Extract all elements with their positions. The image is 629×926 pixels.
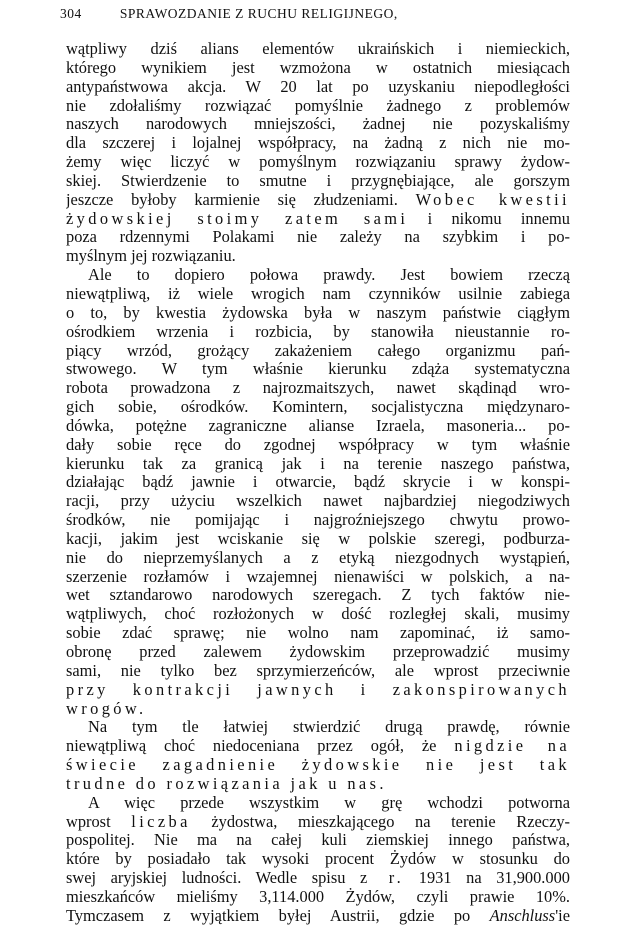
text-line: nie do nieprzemyślanych a z etyką niezgodnych wystąpień, [66,548,570,567]
text-segment: żydostwa, mieszkającego na terenie Rzeczy- [211,812,570,831]
text-line: o to, by kwestia żydowska była w naszym państwie ciągłym [66,303,570,322]
text-line: Na tym tle łatwiej stwierdzić drugą prawdę, równie [88,718,570,737]
text-line: którego wynikiem jest wzmożona w ostatnich miesiącach [66,58,570,77]
text-line: A więc przede wszystkim w grę wchodzi potworna [88,793,570,812]
text-segment: swej aryjskiej ludności. Wedle spisu [66,869,346,888]
text-line: naszych narodowych mniejszości, żadnej nie pozyskaliśmy [66,115,570,134]
italic-term: Anschluss [489,906,556,925]
text-segment: wprost [66,812,111,831]
text-line: działając bądź jawnie i otwarcie, bądź skrycie i w konspi- [66,473,570,492]
spaced-emphasis: trudne do rozwiązania jak u nas. [66,774,387,793]
spaced-emphasis: Wobec kwestii [415,190,570,209]
text-line: nie zdołaliśmy rozwiązać pomyślnie żadnego z problemów [66,96,570,115]
text-line [66,737,570,756]
text-line: kierunku tak za granicą jak i na terenie naszego państwa, [66,454,570,473]
text-segment: niewątpliwą choć niedoceniana przez ogół, że [66,737,437,756]
text-line [66,907,570,926]
spaced-emphasis: żydowskiej stoimy zatem sami [66,209,409,228]
text-line [66,869,570,888]
text-line: mieszkańców mieliśmy 3,114.000 Żydów, czyli prawie 10%. [66,887,570,906]
text-line [66,191,570,210]
text-line: dla szczerej i lojalnej współpracy, na żadną z nich nie mo- [66,134,570,153]
text-line: szerzenie rozłamów i wzajemnej nienawiści w polskich, a na- [66,567,570,586]
text-line: pospolitej. Nie ma na całej kuli ziemskiej innego państwa, [66,831,570,850]
text-segment: jeszcze byłoby karmienie się złudzeniami. [66,190,398,209]
text-line: Ale to dopiero połowa prawdy. Jest bowiem rzeczą [88,266,570,285]
text-line: dały sobie ręce do zgodnej współpracy w tym właśnie [66,435,570,454]
text-line: żemy więc liczyć w pomyślnym rozwiązaniu sprawy żydow- [66,153,570,172]
text-line [66,813,570,832]
text-segment: 1931 na 31,900.000 [418,869,570,888]
text-line: które by posiadało tak wysoki procent Żydów w stosunku do [66,850,570,869]
text-line: piący wrzód, grożący zakażeniem całego organizmu pań- [66,341,570,360]
text-line: robota prowadzona z najrozmaitszych, nawet skądinąd wro- [66,379,570,398]
spaced-emphasis: liczba [131,812,191,831]
spaced-emphasis: z r. [360,869,405,888]
text-line: wątpliwy dziś alians elementów ukraińskich i niemieckich, [66,40,570,58]
text-line: antypaństwowa akcja. W 20 lat po uzyskaniu niepodległości [66,77,570,96]
running-title: SPRAWOZDANIE Z RUCHU RELIGIJNEGO, [119,6,398,21]
spaced-emphasis: nigdzie na [454,737,570,756]
text-line: obronę przed zalewem żydowskim przeprowadzić musimy [66,643,570,661]
page-header [60,6,570,22]
text-segment: 'ie [555,906,570,925]
text-line [66,210,570,229]
spaced-emphasis: świecie zagadnienie żydowskie nie jest tak [66,756,570,775]
text-line: wet sztandarowo narodowych szeregach. Z tych faktów nie- [66,586,570,605]
text-line: środków, nie pomijając i najgroźniejszego chwytu prowo- [66,511,570,530]
text-line: gich sobie, ośrodków. Komintern, socjalistyczna międzynaro- [66,398,570,417]
text-segment: Tymczasem z wyjątkiem byłej Austrii, gdzie po [66,906,471,925]
text-line: poza rdzennymi Polakami nie zależy na szybkim i po- [66,228,570,247]
text-line: sami, nie tylko bez sprzymierzeńców, ale wprost przeciwnie [66,661,570,680]
text-line: sobie zdać sprawę; nie wolno nam zapominać, iż samo- [66,624,570,643]
text-line: ośrodkiem wrzenia i rozbicia, by stanowiła nieustannie ro- [66,322,570,341]
text-line: niewątpliwą, iż wiele wrogich nam czynników usilnie zabiega [66,284,570,303]
text-line: stwowego. W tym właśnie kierunku zdąża systematyczna [66,360,570,379]
text-line: skiej. Stwierdzenie to smutne i przygnębiające, ale gorszym [66,171,570,190]
text-line: wątpliwych, choć rozłożonych w dość rozległej skali, musimy [66,605,570,624]
spaced-emphasis: przy kontrakcji jawnych i zakonspirowanych [66,680,570,699]
text-line: myślnym jej rozwiązaniu. [66,247,236,266]
text-line: racji, przy użyciu wszelkich nawet najbardziej niegodziwych [66,492,570,511]
text-line: dówka, potężne zagraniczne alianse Izraela, masoneria... po- [66,416,570,435]
page-number: 304 [60,6,82,21]
body-text [66,40,570,926]
text-line: kacji, jakim jest wciskanie się w polskie szeregi, podburza- [66,529,570,548]
spaced-emphasis: wrogów. [66,699,147,718]
text-segment: i nikomu innemu [427,209,570,228]
